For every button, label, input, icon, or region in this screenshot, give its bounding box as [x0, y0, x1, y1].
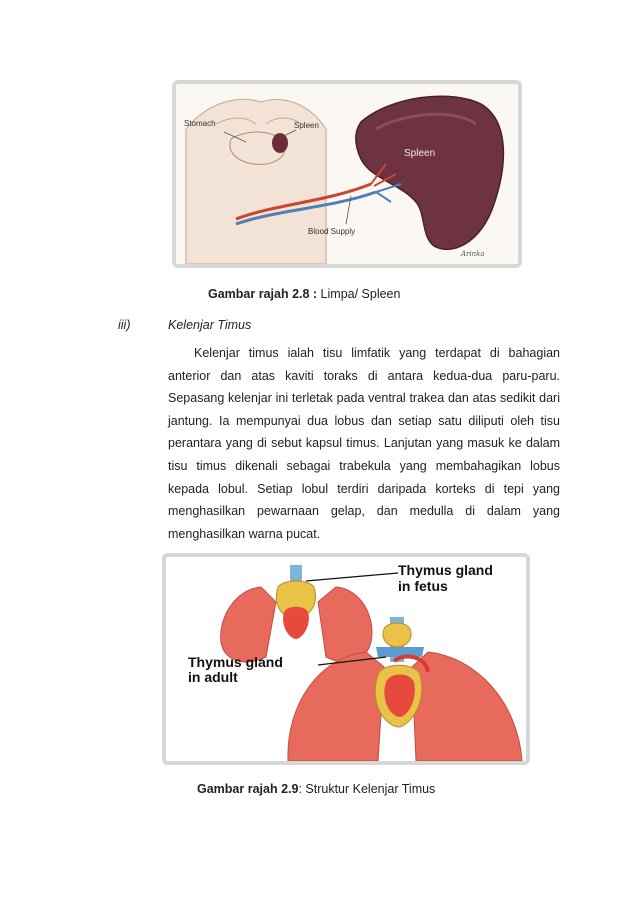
thymus-illustration: [166, 557, 526, 761]
spleen-illustration: [176, 84, 518, 264]
figure1-caption-bold: Gambar rajah 2.8 :: [208, 287, 318, 301]
figure2-caption-text: : Struktur Kelenjar Timus: [298, 782, 436, 796]
figure2-caption-bold: Gambar rajah 2.9: [197, 782, 299, 796]
thymus-fetus-label-line1: Thymus gland: [398, 562, 493, 578]
thymus-adult-label-line2: in adult: [188, 669, 238, 685]
spleen-big-label: Spleen: [404, 148, 436, 159]
stomach-label: Stomach: [184, 119, 216, 128]
spleen-figure: [172, 80, 522, 268]
thymus-adult-label-line1: Thymus gland: [188, 654, 283, 670]
figure1-caption-text: Limpa/ Spleen: [317, 287, 401, 301]
section-paragraph: Kelenjar timus ialah tisu limfatik yang terdapat di bahagian anterior dan atas kaviti toraks di antara kedua-dua paru-paru. Sepasang kelenjar ini terletak pada ventral trakea dan atas sedikit dari jantung. Ia mempunyai dua lobus dan setiap satu diliputi oleh tisu perantara yang di sebut kapsul timus. Lanjutan yang masuk ke dalam tisu timus dikenali sebagai trabekula yang membahagikan lobus kepada lobul. Setiap lobul terdiri daripada korteks di tepi yang menghasilkan pewarnaan gelap, dan medulla di dalam yang menghasilkan warna pucat.: [168, 346, 560, 541]
section-title: Kelenjar Timus: [168, 318, 252, 332]
figure2-caption: [197, 782, 435, 796]
thymus-figure: [162, 553, 530, 765]
figure1-caption: [208, 287, 400, 301]
blood-supply-label: Blood Supply: [308, 227, 356, 236]
section-number: iii): [118, 318, 131, 332]
artist-signature: Arinka: [461, 250, 485, 258]
spleen-small-label: Spleen: [294, 121, 319, 130]
thymus-fetus-label-line2: in fetus: [398, 578, 448, 594]
